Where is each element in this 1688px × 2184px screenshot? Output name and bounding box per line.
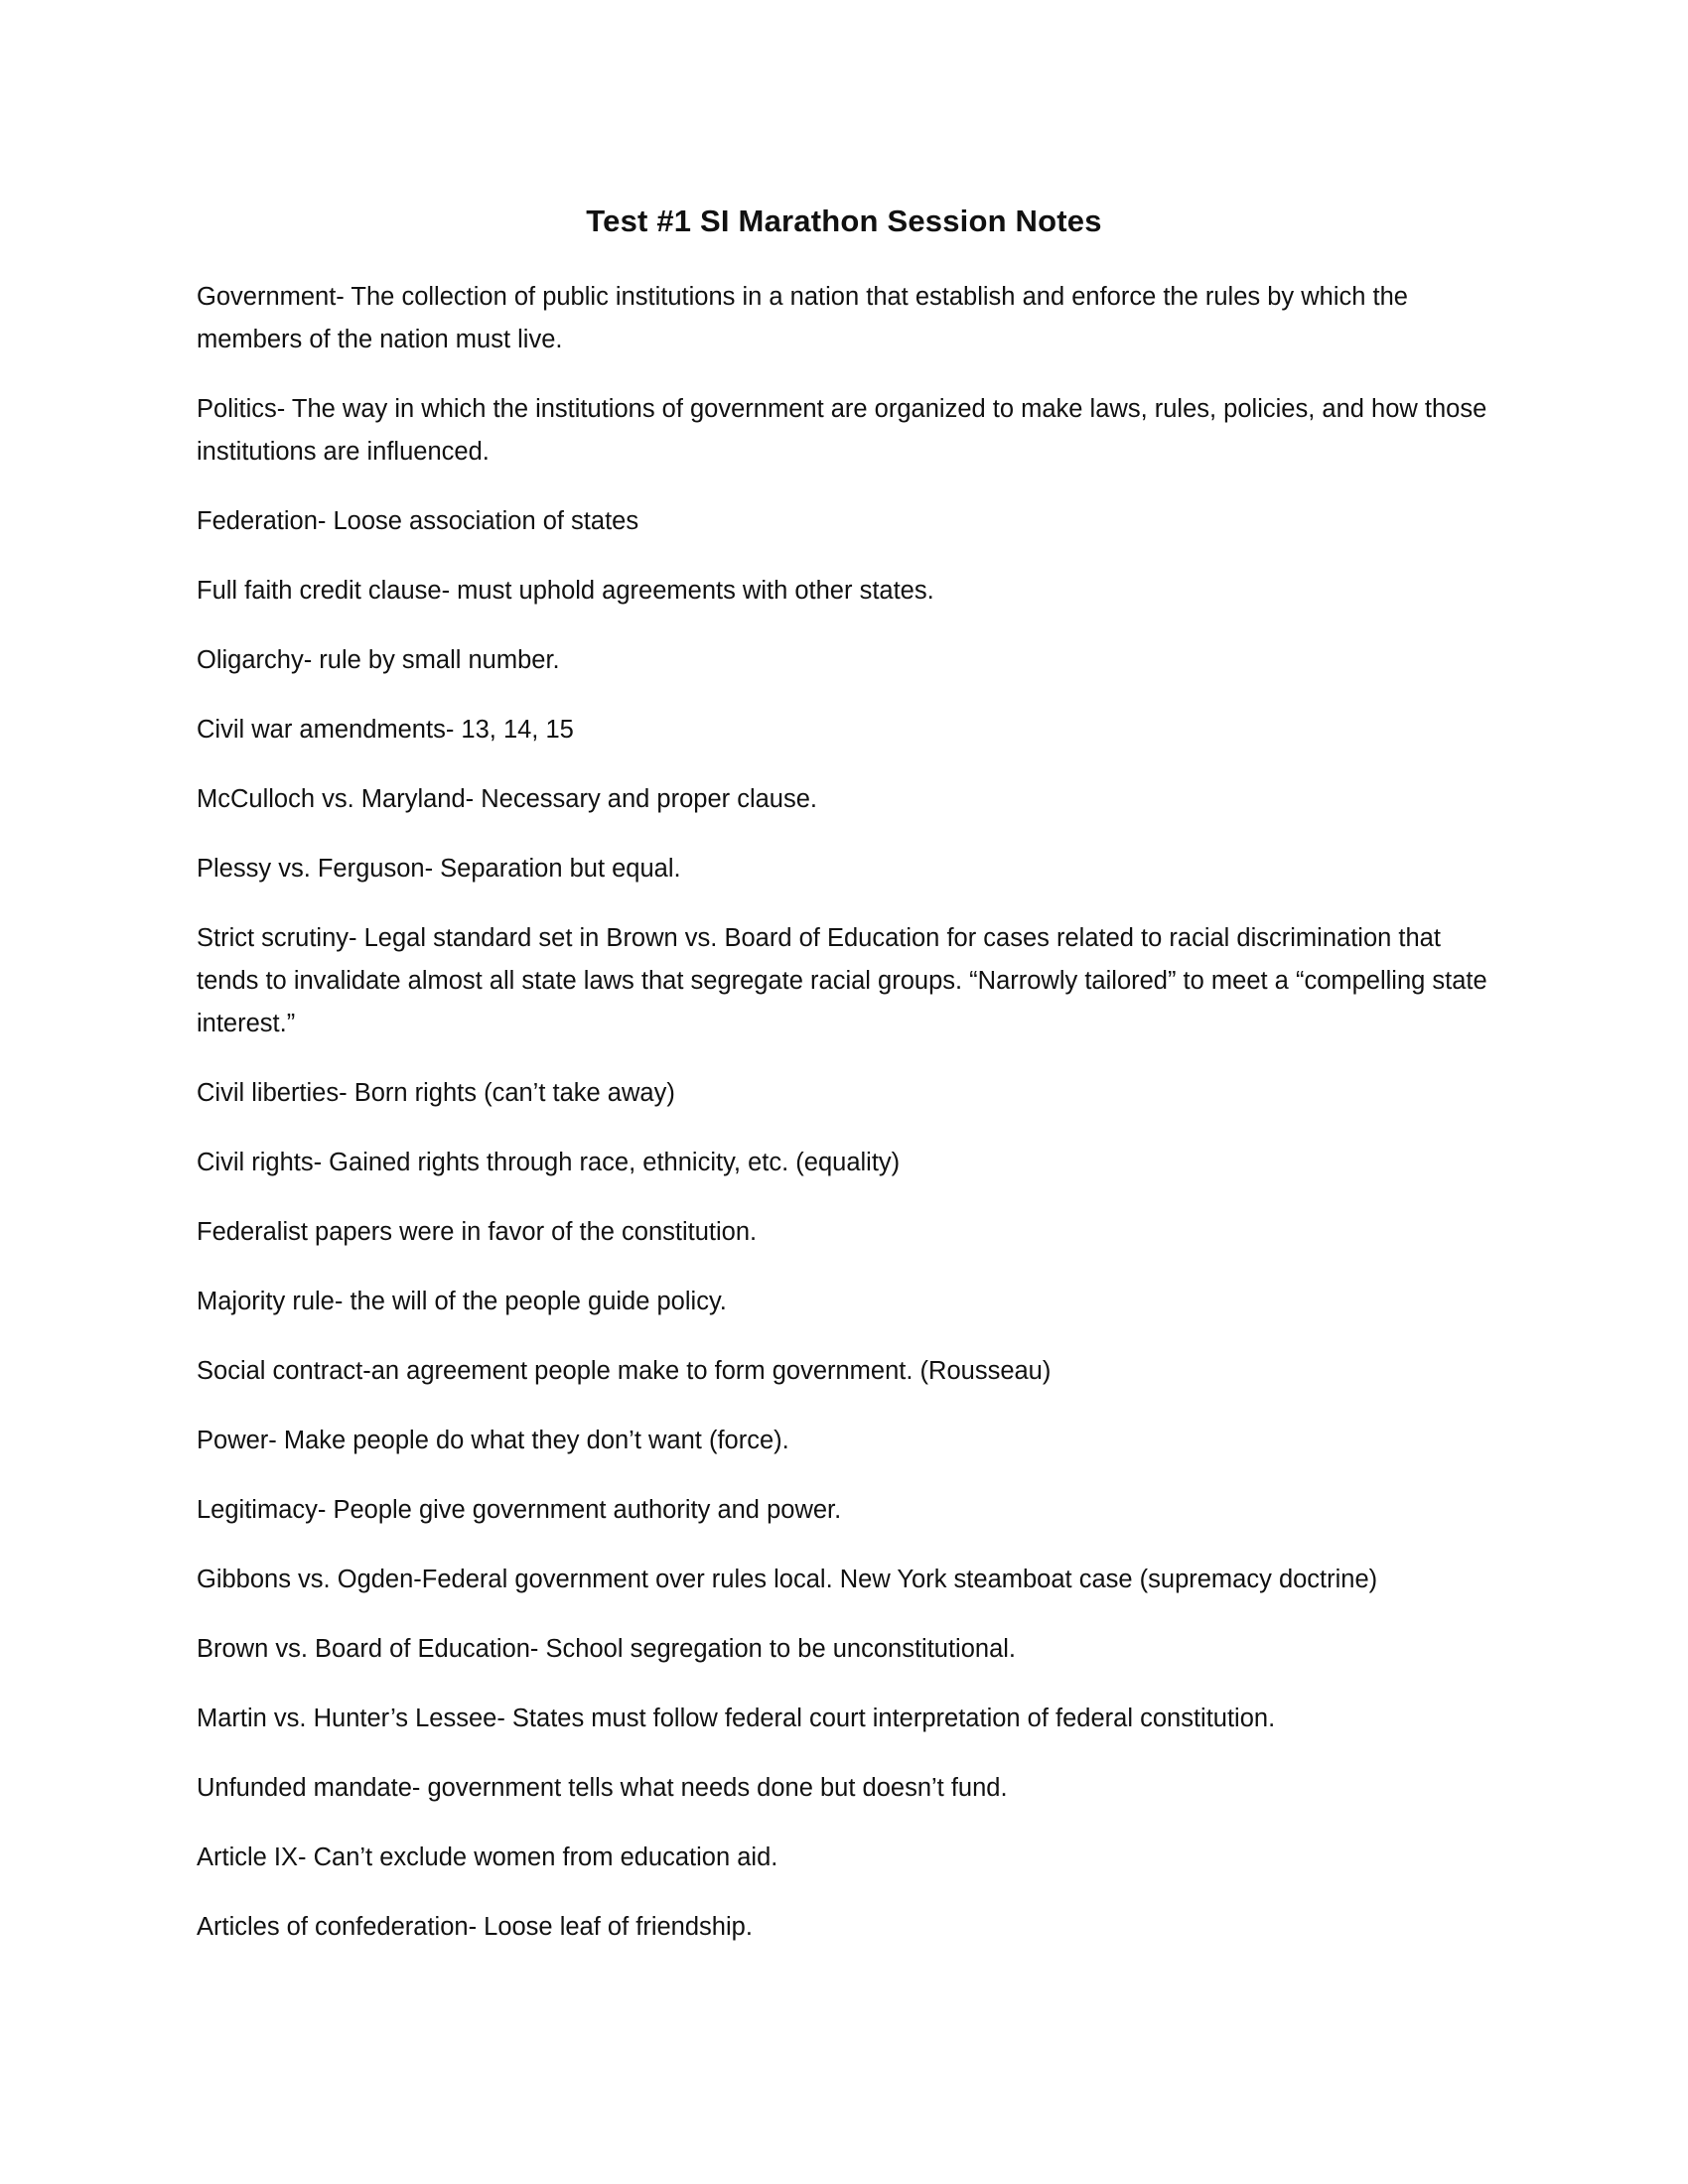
document-title: Test #1 SI Marathon Session Notes <box>586 204 1102 238</box>
note-full-faith-credit-clause: Full faith credit clause- must uphold agreements with other states. <box>197 577 934 605</box>
note-government: Government- The collection of public institutions in a nation that establish and enforce the rules by which the members of the nation must live. <box>197 283 1408 353</box>
note-strict-scrutiny: Strict scrutiny- Legal standard set in Brown vs. Board of Education for cases related to racial discrimination that tends to invalidate almost all state laws that segregate racial groups. “Narrowly tailored” to meet a “compelling state interest.” <box>197 924 1487 1037</box>
note-federation: Federation- Loose association of states <box>197 507 639 535</box>
note-politics: Politics- The way in which the institutions of government are organized to make laws, rules, policies, and how those institutions are influenced. <box>197 395 1487 466</box>
note-article-ix: Article IX- Can’t exclude women from education aid. <box>197 1843 778 1871</box>
note-federalist-papers: Federalist papers were in favor of the constitution. <box>197 1218 758 1246</box>
note-social-contract: Social contract-an agreement people make to form government. (Rousseau) <box>197 1357 1052 1385</box>
note-majority-rule: Majority rule- the will of the people guide policy. <box>197 1288 727 1315</box>
note-plessy-vs-ferguson: Plessy vs. Ferguson- Separation but equal. <box>197 855 681 883</box>
note-martin-vs-hunters-lessee: Martin vs. Hunter’s Lessee- States must follow federal court interpretation of federal constitution. <box>197 1705 1276 1732</box>
note-power: Power- Make people do what they don’t want (force). <box>197 1427 789 1454</box>
note-civil-liberties: Civil liberties- Born rights (can’t take away) <box>197 1079 675 1107</box>
notes-list <box>197 276 1497 1976</box>
note-articles-of-confederation: Articles of confederation- Loose leaf of friendship. <box>197 1913 753 1941</box>
note-gibbons-vs-ogden: Gibbons vs. Ogden-Federal government over rules local. New York steamboat case (supremacy doctrine) <box>197 1566 1378 1593</box>
note-civil-war-amendments: Civil war amendments- 13, 14, 15 <box>197 716 574 744</box>
note-unfunded-mandate: Unfunded mandate- government tells what needs done but doesn’t fund. <box>197 1774 1008 1802</box>
note-mcculloch-vs-maryland: McCulloch vs. Maryland- Necessary and proper clause. <box>197 785 817 813</box>
note-oligarchy: Oligarchy- rule by small number. <box>197 646 560 674</box>
note-civil-rights: Civil rights- Gained rights through race, ethnicity, etc. (equality) <box>197 1149 901 1176</box>
note-legitimacy: Legitimacy- People give government authority and power. <box>197 1496 842 1524</box>
note-brown-vs-board-of-education: Brown vs. Board of Education- School segregation to be unconstitutional. <box>197 1635 1017 1663</box>
